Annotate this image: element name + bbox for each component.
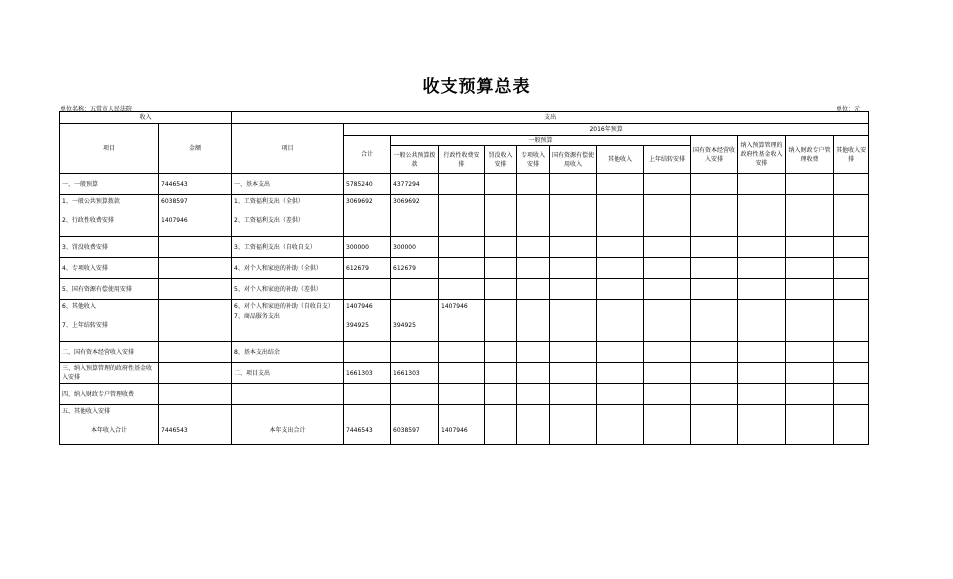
general-budget-header: 一般预算 xyxy=(391,136,691,146)
col-total: 合计 xyxy=(344,136,391,174)
col-other-arrange: 其他收入安排 xyxy=(834,136,869,174)
expense-item: 4、对个人和家庭的补助（全供） xyxy=(232,258,344,279)
expense-header: 支出 xyxy=(232,112,869,124)
table-row xyxy=(60,279,869,300)
expense-item: 2、工资福利支出（差供） xyxy=(234,217,304,224)
income-amount: 1407946 xyxy=(161,217,188,224)
income-amount: 7446543 xyxy=(159,174,232,195)
total-value: 300000 xyxy=(344,237,391,258)
table-row xyxy=(60,363,869,384)
income-item: 4、专项收入安排 xyxy=(60,258,159,279)
total-row xyxy=(60,405,869,445)
public-value: 300000 xyxy=(391,237,439,258)
total-value: 1661303 xyxy=(344,363,391,384)
public-value: 612679 xyxy=(391,258,439,279)
expense-item: 3、工资福利支出（自收自支） xyxy=(232,237,344,258)
admin-fee-value: 1407946 xyxy=(441,303,468,310)
table-row xyxy=(60,258,869,279)
table-row xyxy=(60,195,869,237)
col-state-asset: 国有资源有偿使用收入 xyxy=(550,146,597,174)
year-budget-header: 2016年预算 xyxy=(344,124,869,136)
col-public-budget: 一般公共预算拨款 xyxy=(391,146,439,174)
budget-table xyxy=(59,111,869,445)
expense-item: 5、对个人和家庭的补助（差供） xyxy=(232,279,344,300)
col-last-year: 上年结转安排 xyxy=(644,146,691,174)
total-value: 1407946 xyxy=(346,303,373,310)
expense-item: 1、工资福利支出（全供） xyxy=(234,198,304,205)
public-value: 3069692 xyxy=(393,198,420,205)
table-row xyxy=(60,300,869,342)
income-item: 四、纳入财政专户管理收费 xyxy=(60,384,159,405)
income-total-label: 本年收入合计 xyxy=(90,427,127,434)
public-value: 394925 xyxy=(393,322,416,329)
col-special-account: 纳入财政专户管理收费 xyxy=(786,136,834,174)
page-title: 收支预算总表 xyxy=(422,77,531,97)
income-item: 3、罚没收费安排 xyxy=(60,237,159,258)
col-income-item: 项目 xyxy=(60,124,159,174)
public-value: 6038597 xyxy=(393,427,420,434)
expense-item: 一、基本支出 xyxy=(232,174,344,195)
income-item: 6、其他收入 xyxy=(62,303,96,310)
income-total-amount: 7446543 xyxy=(161,427,188,434)
unit-label: 单位：元 xyxy=(836,106,861,113)
col-admin-fee: 行政性收费安排 xyxy=(439,146,485,174)
table-row xyxy=(60,384,869,405)
col-expense-item: 项目 xyxy=(232,124,344,174)
admin-fee-value: 1407946 xyxy=(441,427,468,434)
public-value: 4377294 xyxy=(391,174,439,195)
total-value: 5785240 xyxy=(344,174,391,195)
income-item: 一、一般预算 xyxy=(60,174,159,195)
table-row xyxy=(60,237,869,258)
col-other-income: 其他收入 xyxy=(597,146,644,174)
header-row-1 xyxy=(60,112,869,124)
expense-total-label: 本年支出合计 xyxy=(269,427,306,434)
header-row-2 xyxy=(60,124,869,136)
income-item: 5、国有资源有偿使用安排 xyxy=(60,279,159,300)
public-value: 1661303 xyxy=(391,363,439,384)
col-fine: 罚没收入安排 xyxy=(485,146,517,174)
col-gov-fund: 纳入预算管理的政府性基金收入安排 xyxy=(738,136,786,174)
col-state-capital: 国有资本经营收入安排 xyxy=(691,136,738,174)
income-header: 收入 xyxy=(60,112,232,124)
expense-item: 7、商品服务支出 xyxy=(234,313,280,320)
income-item: 1、一般公共预算拨款 xyxy=(62,198,120,205)
table-row xyxy=(60,342,869,363)
total-value: 7446543 xyxy=(346,427,373,434)
income-amount: 6038597 xyxy=(161,198,188,205)
expense-item: 8、基本支出结余 xyxy=(232,342,344,363)
income-item: 2、行政性收费安排 xyxy=(62,217,114,224)
table-row xyxy=(60,174,869,195)
income-item: 7、上年结转安排 xyxy=(62,322,108,329)
unit-name: 单位名称：五常市人民法院 xyxy=(60,106,133,113)
income-item: 三、纳入预算管理的政府性基金收入安排 xyxy=(60,363,159,384)
col-special: 专项收入安排 xyxy=(517,146,550,174)
income-item: 二、国有资本经营收入安排 xyxy=(60,342,159,363)
expense-item: 二、项目支出 xyxy=(232,363,344,384)
income-item: 五、其他收入安排 xyxy=(62,408,111,415)
total-value: 612679 xyxy=(344,258,391,279)
col-income-amount: 金额 xyxy=(159,124,232,174)
expense-item: 6、对个人和家庭的补助（自收自支） xyxy=(234,303,334,310)
total-value: 394925 xyxy=(346,322,369,329)
total-value: 3069692 xyxy=(346,198,373,205)
